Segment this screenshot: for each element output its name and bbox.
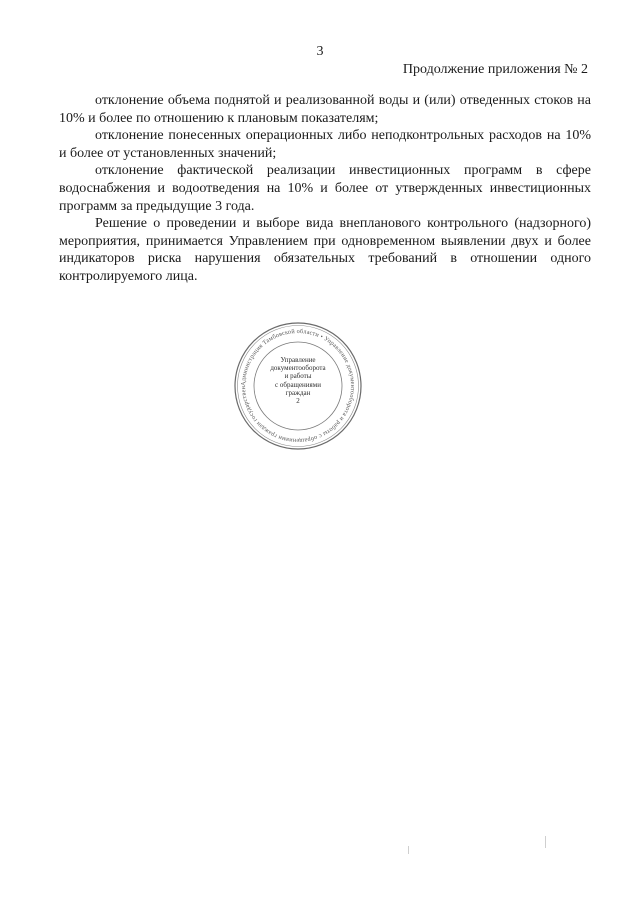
seal-center-line: 2 — [296, 397, 300, 406]
seal-center-line: Управление — [280, 356, 316, 364]
paragraph-water-volume-deviation: отклонение объема поднятой и реализованной воды и (или) отведенных стоков на 10% и более по отношению к плановым показателям; — [59, 93, 591, 126]
paragraph-investment-deviation: отклонение фактической реализации инвестиционных программ в сфере водоснабжения и водоотведения на 10% и более от утвержденных инвестиционных программ за предыдущие 3 года. — [59, 163, 591, 214]
official-seal — [232, 320, 364, 452]
scan-artifact-mark — [408, 846, 409, 854]
seal-center-line: с обращениями — [275, 380, 321, 389]
seal-ring-text: Администрация Тамбовской области • Управление документооборота и работы с обращениями граждан государствен — [239, 327, 357, 445]
seal-center-line: граждан — [285, 388, 311, 397]
paragraph-unscheduled-inspection-decision: Решение о проведении и выборе вида внепланового контрольного (надзорного) мероприятия, принимается Управлением при одновременном выявлении двух и более индикаторов риска нарушения обязательных требований в отношении одного контролируемого лица. — [59, 216, 591, 284]
paragraph-expense-deviation: отклонение понесенных операционных либо неподконтрольных расходов на 10% и более от установленных значений; — [59, 128, 591, 161]
appendix-continuation-label: Продолжение приложения № 2 — [402, 62, 588, 77]
page-number: 3 — [316, 44, 324, 59]
scan-artifact-mark — [545, 836, 546, 848]
seal-center-line: документооборота — [270, 364, 326, 373]
document-body — [59, 92, 591, 286]
seal-center-line: и работы — [284, 372, 312, 381]
seal-center-text — [266, 356, 330, 405]
